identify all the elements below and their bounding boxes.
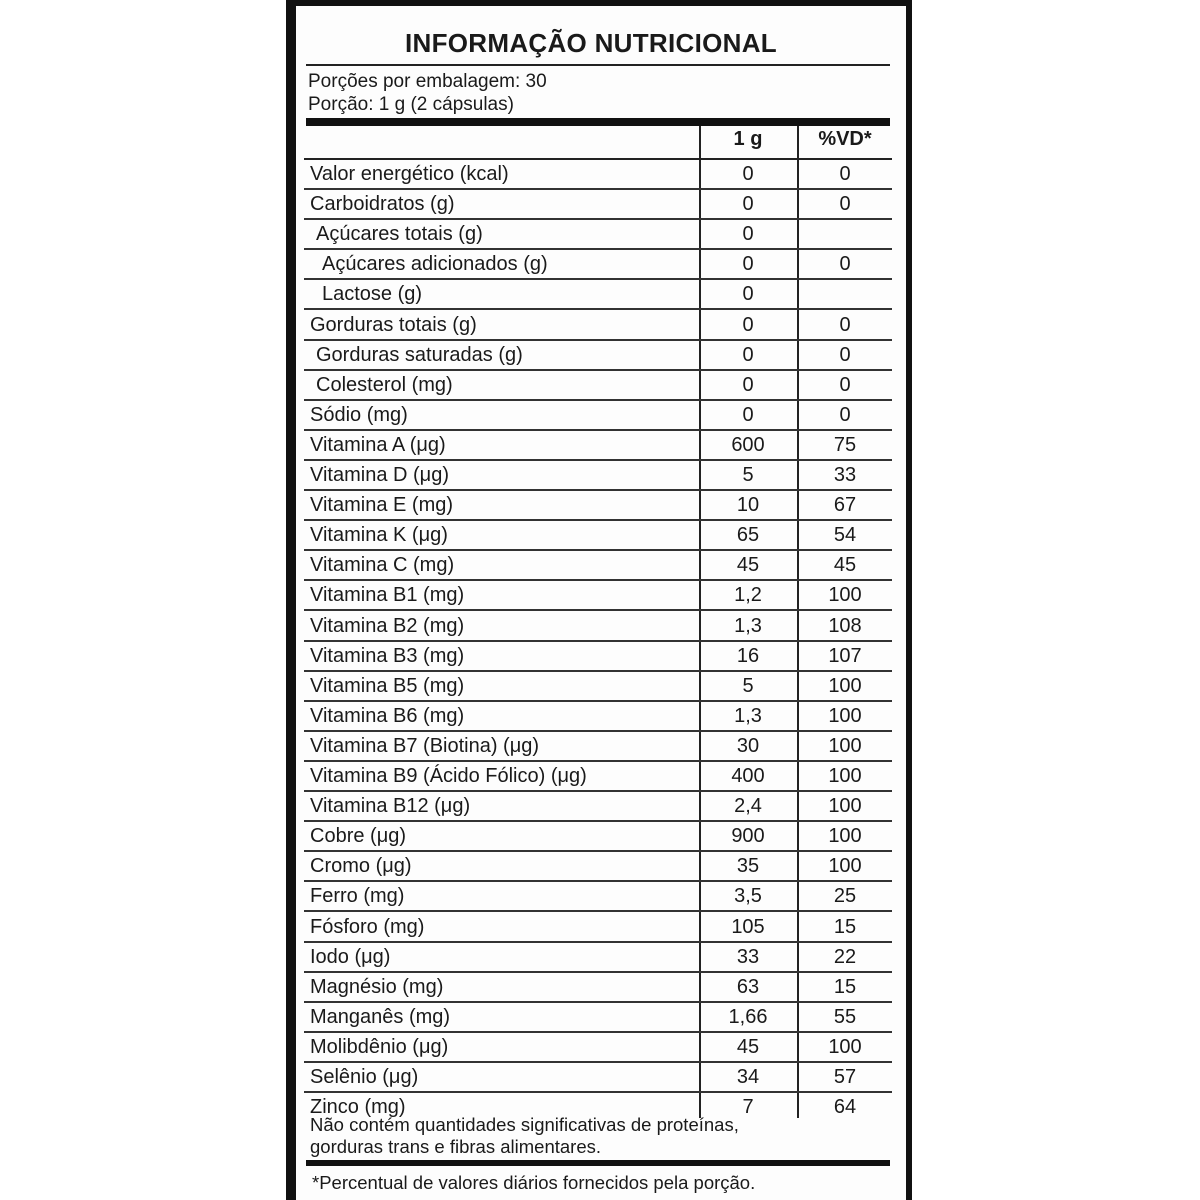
table-row [304, 431, 892, 461]
serving-size: Porção: 1 g (2 cápsulas) [308, 94, 514, 115]
nutrient-amount: 2,4 [734, 795, 762, 818]
nutrient-amount: 0 [742, 343, 754, 366]
nutrient-name: Cromo (μg) [310, 855, 412, 878]
daily-value-footnote: *Percentual de valores diários fornecidos pela porção. [312, 1172, 756, 1193]
table-row [304, 973, 892, 1003]
nutrient-daily-value: 100 [828, 765, 862, 787]
nutrient-name: Fósforo (mg) [310, 915, 425, 938]
table-row [304, 160, 892, 190]
nutrient-name: Vitamina B12 (μg) [310, 795, 471, 818]
nutrient-daily-value: 0 [839, 253, 851, 276]
nutrient-daily-value: 57 [833, 1066, 857, 1088]
nutrient-name: Vitamina D (μg) [310, 464, 449, 486]
nutrient-name: Lactose (g) [322, 283, 423, 306]
nutrient-amount: 35 [736, 855, 760, 878]
nutrient-daily-value: 100 [828, 1035, 862, 1058]
table-row [304, 732, 892, 762]
nutrient-daily-value: 25 [833, 885, 857, 908]
table-row [304, 1063, 892, 1093]
nutrient-daily-value: 15 [833, 975, 857, 998]
nutrient-amount: 16 [736, 644, 760, 667]
nutrient-name: Colesterol (mg) [316, 373, 453, 396]
nutrient-daily-value: 45 [833, 554, 857, 577]
table-row [304, 311, 892, 341]
nutrient-amount: 0 [742, 313, 754, 336]
nutrient-name: Vitamina A (μg) [310, 433, 446, 456]
nutrient-amount: 5 [742, 464, 754, 486]
nutrient-amount: 0 [742, 223, 754, 246]
nutrient-name: Sódio (mg) [310, 403, 408, 426]
nutrient-daily-value: 33 [833, 464, 857, 486]
servings-per-package: Porções por embalagem: 30 [308, 71, 547, 92]
footnote-rule [306, 1160, 890, 1166]
table-row [304, 762, 892, 792]
nutrient-daily-value: 0 [839, 403, 851, 426]
table-row [304, 672, 892, 702]
nutrient-name: Zinco (mg) [310, 1096, 406, 1119]
table-row [304, 792, 892, 822]
title-rule [306, 64, 890, 66]
nutrient-amount: 0 [742, 373, 754, 396]
table-row [304, 702, 892, 732]
nutrient-name: Valor energético (kcal) [310, 163, 509, 185]
nutrient-daily-value: 67 [833, 494, 857, 517]
nutrient-daily-value: 100 [828, 795, 862, 818]
nutrient-daily-value: 0 [839, 373, 851, 396]
nutrient-amount: 0 [742, 283, 754, 306]
nutrient-name: Molibdênio (μg) [310, 1035, 449, 1058]
nutrient-name: Vitamina B1 (mg) [310, 584, 465, 607]
nutrient-daily-value: 75 [833, 433, 857, 456]
nutrient-daily-value: 100 [828, 825, 862, 848]
table-row [304, 551, 892, 581]
nutrient-name: Ferro (mg) [310, 885, 405, 908]
table-row [304, 642, 892, 672]
nutrient-amount: 30 [736, 734, 760, 757]
nutrient-daily-value: 107 [828, 644, 862, 667]
nutrient-amount: 7 [742, 1096, 754, 1119]
nutrient-name: Vitamina B2 (mg) [310, 614, 465, 637]
label-edge-right [906, 0, 912, 1200]
nutrient-amount: 33 [736, 945, 760, 968]
nutrient-daily-value: 100 [828, 674, 862, 697]
nutrient-name: Gorduras saturadas (g) [316, 343, 523, 366]
nutrient-name: Açúcares totais (g) [316, 223, 483, 246]
table-row [304, 822, 892, 852]
nutrient-name: Manganês (mg) [310, 1005, 451, 1028]
nutrient-name: Magnésio (mg) [310, 975, 444, 998]
table-row [304, 190, 892, 220]
table-row [304, 401, 892, 431]
nutrition-label [296, 6, 906, 1200]
table-row [304, 612, 892, 642]
nutrient-amount: 3,5 [734, 885, 762, 908]
nutrient-name: Cobre (μg) [310, 825, 406, 848]
table-row [304, 943, 892, 973]
nutrient-amount: 5 [742, 674, 754, 697]
nutrient-daily-value: 0 [839, 313, 851, 336]
nutrient-daily-value: 100 [828, 584, 862, 607]
nutrient-daily-value: 100 [828, 734, 862, 757]
table-row [304, 581, 892, 611]
nutrient-amount: 1,66 [728, 1005, 768, 1028]
nutrient-name: Vitamina B3 (mg) [310, 644, 465, 667]
table-row [304, 1033, 892, 1063]
table-row [304, 491, 892, 521]
col-header-dv: %VD* [818, 128, 872, 150]
table-row [304, 371, 892, 401]
nutrient-daily-value: 0 [839, 193, 851, 216]
table-row [304, 882, 892, 912]
nutrient-name: Vitamina E (mg) [310, 494, 454, 517]
note-line-2: gorduras trans e fibras alimentares. [310, 1136, 601, 1157]
nutrient-daily-value: 22 [833, 945, 857, 968]
nutrient-amount: 1,3 [734, 614, 762, 637]
nutrient-amount: 600 [731, 433, 765, 456]
table-row [304, 913, 892, 943]
nutrient-name: Iodo (μg) [310, 945, 391, 968]
nutrient-daily-value: 0 [839, 163, 851, 185]
table-row [304, 1003, 892, 1033]
table-row [304, 852, 892, 882]
nutrient-amount: 34 [736, 1066, 760, 1088]
nutrient-daily-value: 0 [839, 343, 851, 366]
nutrient-amount: 105 [731, 915, 765, 938]
nutrient-daily-value: 54 [833, 524, 857, 547]
table-row [304, 280, 892, 310]
table-row [304, 461, 892, 491]
nutrient-name: Gorduras totais (g) [310, 313, 477, 336]
nutrient-daily-value: 55 [833, 1005, 857, 1028]
nutrient-amount: 0 [742, 193, 754, 216]
nutrient-daily-value: 108 [828, 614, 862, 637]
nutrient-name: Vitamina B9 (Ácido Fólico) (μg) [310, 765, 587, 787]
nutrient-name: Vitamina B5 (mg) [310, 674, 465, 697]
table-row [304, 250, 892, 280]
nutrient-amount: 0 [742, 163, 754, 185]
nutrient-daily-value: 64 [833, 1096, 857, 1119]
nutrient-amount: 10 [736, 494, 760, 517]
nutrient-amount: 65 [736, 524, 760, 547]
nutrient-daily-value: 100 [828, 855, 862, 878]
nutrient-name: Vitamina K (μg) [310, 524, 448, 547]
nutrient-amount: 900 [731, 825, 765, 848]
table-row [304, 220, 892, 250]
nutrient-daily-value: 15 [833, 915, 857, 938]
nutrient-amount: 0 [742, 403, 754, 426]
nutrient-amount: 45 [736, 554, 760, 577]
table-row [304, 341, 892, 371]
nutrient-name: Açúcares adicionados (g) [322, 253, 548, 276]
note-line-1: Não contém quantidades significativas de proteínas, [310, 1114, 739, 1135]
nutrient-amount: 63 [736, 975, 760, 998]
nutrient-name: Selênio (μg) [310, 1066, 419, 1088]
nutrient-amount: 1,2 [734, 584, 762, 607]
nutrient-name: Vitamina B7 (Biotina) (μg) [310, 734, 540, 757]
nutrient-daily-value: 100 [828, 704, 862, 727]
table-row [304, 521, 892, 551]
nutrient-amount: 0 [742, 253, 754, 276]
nutrient-amount: 45 [736, 1035, 760, 1058]
nutrient-amount: 1,3 [734, 704, 762, 727]
not-significant-note [310, 1114, 890, 1158]
nutrient-name: Vitamina C (mg) [310, 554, 455, 577]
nutrient-name: Carboidratos (g) [310, 193, 455, 216]
label-title: INFORMAÇÃO NUTRICIONAL [404, 28, 777, 58]
nutrient-name: Vitamina B6 (mg) [310, 704, 465, 727]
label-edge-left [286, 0, 296, 1200]
col-header-amount: 1 g [733, 128, 763, 150]
header-rule [306, 118, 890, 126]
nutrient-amount: 400 [731, 765, 765, 787]
